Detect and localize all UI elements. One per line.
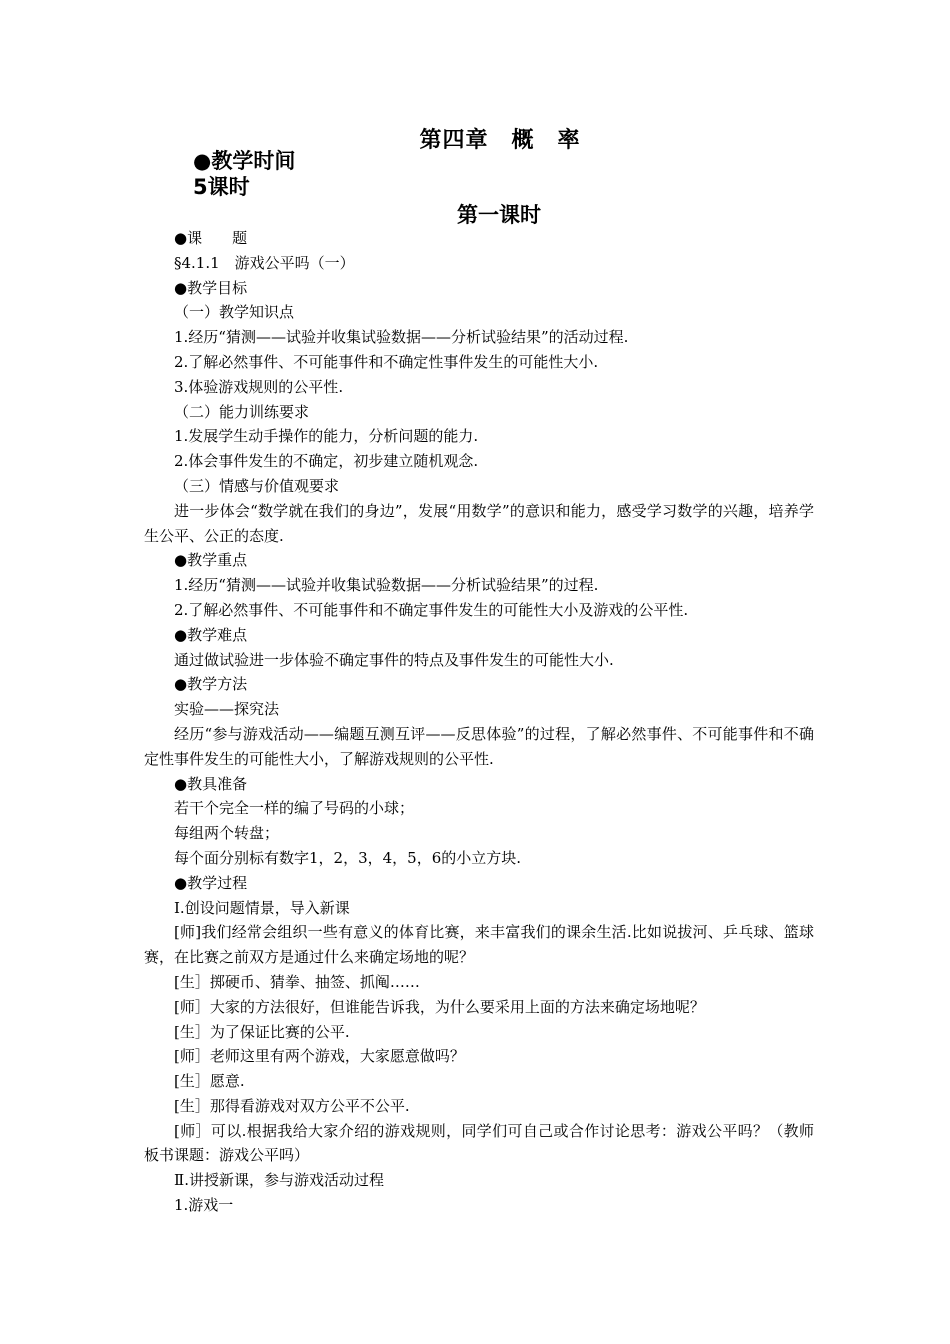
dialogue-line: [生］愿意.: [174, 1072, 245, 1091]
topic-text: §4.1.1 游戏公平吗（一）: [174, 253, 355, 272]
lesson-title: 第一课时: [457, 203, 541, 227]
list-item: 每组两个转盘；: [174, 824, 280, 843]
section-heading-materials: ●教具准备: [174, 774, 248, 793]
subheading: Ⅰ.创设问题情景，导入新课: [174, 898, 350, 917]
subheading: （一）教学知识点: [174, 303, 295, 322]
list-item: 若干个完全一样的编了号码的小球；: [174, 799, 415, 818]
section-heading-objectives: ●教学目标: [174, 278, 248, 297]
list-item: 3.体验游戏规则的公平性.: [174, 377, 344, 396]
paragraph: 实验——探究法: [174, 700, 280, 719]
subheading: （三）情感与价值观要求: [174, 476, 340, 495]
list-item: 每个面分别标有数字1，2，3，4，5，6的小立方块.: [174, 848, 522, 867]
dialogue-line: [生］那得看游戏对双方公平不公平.: [174, 1096, 410, 1115]
list-item: 2.了解必然事件、不可能事件和不确定事件发生的可能性大小及游戏的公平性.: [174, 600, 689, 619]
dialogue-line: [师］可以.根据我给大家介绍的游戏规则，同学们可自己或合作讨论思考：游戏公平吗？（教师板书课题：游戏公平吗）: [144, 1121, 814, 1165]
list-item: 1.发展学生动手操作的能力，分析问题的能力.: [174, 427, 479, 446]
lesson-body: [144, 226, 814, 1218]
list-item: 1.游戏一: [174, 1196, 234, 1215]
teaching-time-value: 5课时: [193, 175, 250, 199]
dialogue-line: [生］掷硬币、猜拳、抽签、抓阄……: [174, 972, 420, 991]
dialogue-line: [生］为了保证比赛的公平.: [174, 1022, 350, 1041]
list-item: 1.经历“猜测——试验并收集试验数据——分析试验结果”的活动过程.: [174, 328, 629, 347]
section-heading-process: ●教学过程: [174, 873, 248, 892]
paragraph: 经历“参与游戏活动——编题互测互评——反思体验”的过程，了解必然事件、不可能事件和不确定性事件发生的可能性大小，了解游戏规则的公平性.: [144, 724, 814, 768]
section-heading-difficulties: ●教学难点: [174, 625, 248, 644]
list-item: 2.体会事件发生的不确定，初步建立随机观念.: [174, 452, 479, 471]
list-item: 2.了解必然事件、不可能事件和不确定性事件发生的可能性大小.: [174, 352, 599, 371]
subheading: （二）能力训练要求: [174, 402, 310, 421]
teaching-time-block: [193, 148, 295, 200]
section-heading-key-points: ●教学重点: [174, 551, 248, 570]
section-heading-methods: ●教学方法: [174, 675, 248, 694]
section-heading-topic: ●课 题: [174, 229, 248, 247]
dialogue-line: [师］老师这里有两个游戏，大家愿意做吗？: [174, 1047, 465, 1066]
paragraph: 进一步体会“数学就在我们的身边”，发展“用数学”的意识和能力，感受学习数学的兴趣，培养学生公平、公正的态度.: [144, 501, 814, 545]
chapter-title: 第四章 概 率: [419, 128, 581, 153]
dialogue-line: [师］大家的方法很好，但谁能告诉我，为什么要采用上面的方法来确定场地呢？: [174, 997, 705, 1016]
list-item: 1.经历“猜测——试验并收集试验数据——分析试验结果”的过程.: [174, 576, 599, 595]
paragraph: 通过做试验进一步体验不确定事件的特点及事件发生的可能性大小.: [174, 650, 614, 669]
subheading: Ⅱ.讲授新课，参与游戏活动过程: [174, 1171, 384, 1190]
dialogue-line: [师]我们经常会组织一些有意义的体育比赛，来丰富我们的课余生活.比如说拔河、乒乓球、篮球赛，在比赛之前双方是通过什么来确定场地的呢？: [144, 923, 814, 967]
teaching-time-heading: ●教学时间: [193, 149, 296, 173]
